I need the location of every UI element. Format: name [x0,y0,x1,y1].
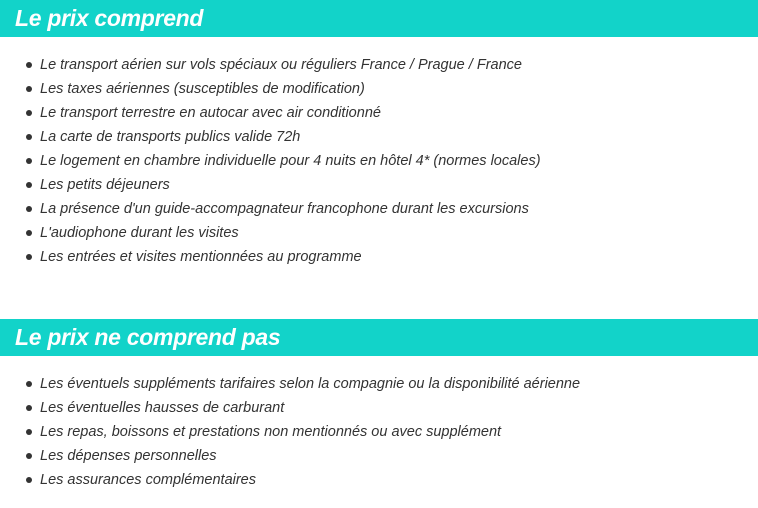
list-item [0,197,758,221]
list-item-text: Les repas, boissons et prestations non mentionnés ou avec supplément [40,424,502,440]
bullet-icon [26,230,32,236]
list-item [0,221,758,245]
list-item-text: Les éventuelles hausses de carburant [40,400,285,416]
bullet-icon [26,254,32,260]
bullet-icon [26,86,32,92]
excluded-list [0,372,758,492]
bullet-icon [26,429,32,435]
list-item [0,173,758,197]
bullet-icon [26,477,32,483]
list-item-text: Les entrées et visites mentionnées au programme [40,249,362,265]
bullet-icon [26,381,32,387]
list-item-text: Les éventuels suppléments tarifaires selon la compagnie ou la disponibilité aérienne [40,376,581,392]
list-item-text: La présence d'un guide-accompagnateur francophone durant les excursions [40,201,529,217]
bullet-icon [26,158,32,164]
section-title-included: Le prix comprend [0,0,758,37]
list-item-text: Les assurances complémentaires [40,472,256,488]
bullet-icon [26,182,32,188]
list-item [0,444,758,468]
bullet-icon [26,206,32,212]
list-item [0,101,758,125]
list-item [0,53,758,77]
list-item-text: Le transport terrestre en autocar avec air conditionné [40,105,381,121]
list-item [0,468,758,492]
list-item-text: Les taxes aériennes (susceptibles de modification) [40,81,365,97]
included-list [0,53,758,269]
list-item-text: Les petits déjeuners [40,177,170,193]
list-item [0,77,758,101]
list-item-text: Le transport aérien sur vols spéciaux ou réguliers France / Prague / France [40,57,522,73]
list-item [0,245,758,269]
list-item-text: La carte de transports publics valide 72h [40,129,301,145]
list-item [0,149,758,173]
list-item [0,372,758,396]
bullet-icon [26,62,32,68]
bullet-icon [26,405,32,411]
bullet-icon [26,453,32,459]
list-item-text: L'audiophone durant les visites [40,225,239,241]
bullet-icon [26,134,32,140]
bullet-icon [26,110,32,116]
list-item [0,125,758,149]
list-item-text: Le logement en chambre individuelle pour 4 nuits en hôtel 4* (normes locales) [40,153,541,169]
section-title-excluded: Le prix ne comprend pas [0,319,758,356]
list-item [0,420,758,444]
list-item [0,396,758,420]
list-item-text: Les dépenses personnelles [40,448,217,464]
